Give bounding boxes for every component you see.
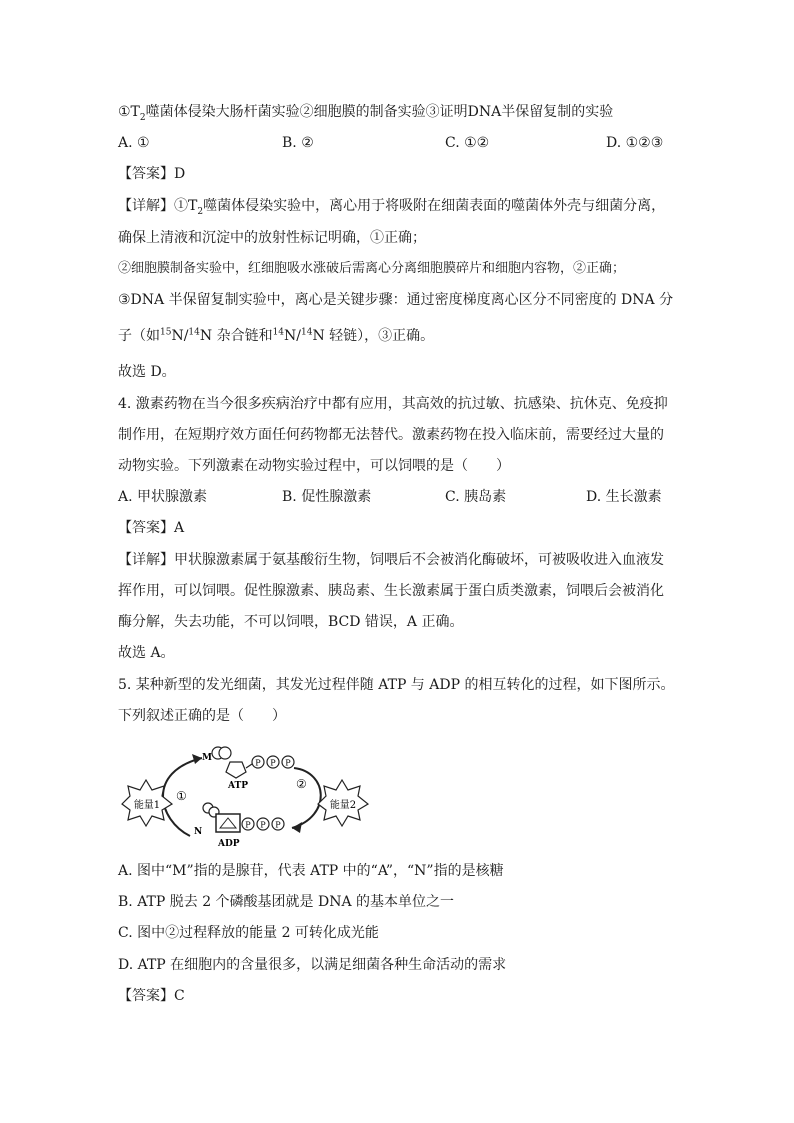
q3-detail-line: 确保上清液和沉淀中的放射性标记明确，①正确； [118, 230, 426, 246]
q5-option-c: C. 图中②过程释放的能量 2 可转化成光能 [118, 925, 379, 941]
q3-items [118, 102, 613, 122]
q4-stem-line: 4. 激素药物在当今很多疾病治疗中都有应用，其高效的抗过敏、抗感染、抗休克、免疫抑 [118, 396, 668, 412]
isotope-superscript: 15 [160, 327, 172, 338]
q4-detail-line: 【详解】甲状腺激素属于氨基酸衍生物，饲喂后不会被消化酶破坏，可被吸收进入血液发 [118, 552, 664, 568]
isotope-superscript: 14 [272, 327, 285, 338]
q3-detail-line [118, 326, 434, 346]
arrow-head-icon [292, 822, 302, 833]
q3-items-part: 噬菌体侵染大肠杆菌实验②细胞膜的制备实验③证明DNA半保留复制的实验 [145, 104, 614, 120]
q3-option-d: D. ①②③ [606, 135, 664, 151]
isotope-superscript: 14 [188, 327, 200, 338]
phosphate-label: P [260, 820, 266, 830]
phosphate-label: P [245, 820, 251, 830]
label-n: N [194, 827, 203, 837]
q3-detail-part: N 杂合链和 [199, 328, 273, 344]
q3-detail-part: N 轻链），③正确。 [312, 328, 435, 344]
q3-detail-line [118, 196, 665, 216]
q4-conclusion: 故选 A。 [118, 645, 175, 661]
q5-stem-line: 5. 某种新型的发光细菌，其发光过程伴随 ATP 与 ADP 的相互转化的过程，如下图所示。 [118, 677, 675, 693]
q4-option-c: C. 胰岛素 [445, 489, 507, 505]
q3-items-part: ①T [118, 104, 140, 120]
q3-answer: 【答案】D [118, 166, 186, 182]
ribose-box-icon [216, 814, 240, 832]
q3-detail-part: N/ [171, 328, 189, 344]
q5-answer: 【答案】C [118, 988, 185, 1004]
q5-stem-line: 下列叙述正确的是（ ） [118, 708, 286, 724]
q3-detail-line: ②细胞膜制备实验中，红细胞吸水涨破后需离心分离细胞膜碎片和细胞内容物，②正确； [118, 261, 626, 276]
q4-detail-line: 挥作用，可以饲喂。促性腺激素、胰岛素、生长激素属于蛋白质类激素，饲喂后会被消化 [118, 583, 664, 599]
arrow-head-icon [192, 754, 202, 764]
energy2-label: 能量2 [329, 800, 357, 811]
isotope-superscript: 14 [301, 327, 313, 338]
label-m: M [202, 753, 212, 763]
q4-detail-line: 酶分解，失去功能，不可以饲喂，BCD 错误，A 正确。 [118, 614, 464, 630]
atp-label: ATP [228, 781, 248, 791]
q3-detail-part: 子（如 [118, 328, 160, 344]
q3-option-a: A. ① [118, 135, 150, 151]
q3-conclusion: 故选 D。 [118, 364, 176, 380]
q3-option-b: B. ② [282, 135, 314, 151]
q4-stem-line: 动物实验。下列激素在动物实验过程中，可以饲喂的是（ ） [118, 458, 510, 474]
q4-option-b: B. 促性腺激素 [282, 489, 372, 505]
q5-option-d: D. ATP 在细胞内的含量很多，以满足细菌各种生命活动的需求 [118, 957, 507, 973]
ribose-icon [226, 762, 246, 778]
q3-items-subscript: 2 [139, 112, 146, 123]
phosphate-label: P [285, 758, 291, 768]
q4-option-d: D. 生长激素 [586, 489, 662, 505]
q3-detail-subscript: 2 [197, 206, 204, 217]
q4-option-a: A. 甲状腺激素 [118, 489, 208, 505]
phosphate-label: P [275, 820, 281, 830]
step1-label: ① [176, 789, 187, 803]
q5-option-a: A. 图中“M”指的是腺苷，代表 ATP 中的“A”，“N”指的是核糖 [118, 863, 504, 879]
atp-adp-cycle-diagram [118, 742, 378, 850]
bond-line [246, 764, 252, 768]
q3-detail-part: 噬菌体侵染实验中，离心用于将吸附在细菌表面的噬菌体外壳与细菌分离， [203, 198, 666, 214]
q4-stem-line: 制作用，在短期疗效方面任何药物都无法替代。激素药物在投入临床前，需要经过大量的 [118, 427, 664, 443]
q3-detail-line: ③DNA 半保留复制实验中，离心是关键步骤：通过密度梯度离心区分不同密度的 DNA 分 [118, 292, 674, 308]
q5-option-b: B. ATP 脱去 2 个磷酸基团就是 DNA 的基本单位之一 [118, 894, 455, 910]
q3-option-c: C. ①② [445, 135, 490, 151]
adp-label: ADP [218, 839, 240, 849]
q4-answer: 【答案】A [118, 520, 185, 536]
q3-detail-part: 【详解】①T [118, 198, 198, 214]
q3-detail-part: N/ [284, 328, 301, 344]
phosphate-label: P [255, 758, 261, 768]
phosphate-label: P [270, 758, 276, 768]
energy1-label: 能量1 [133, 800, 161, 811]
step2-label: ② [296, 777, 307, 791]
adenine-ring-icon [219, 747, 231, 759]
